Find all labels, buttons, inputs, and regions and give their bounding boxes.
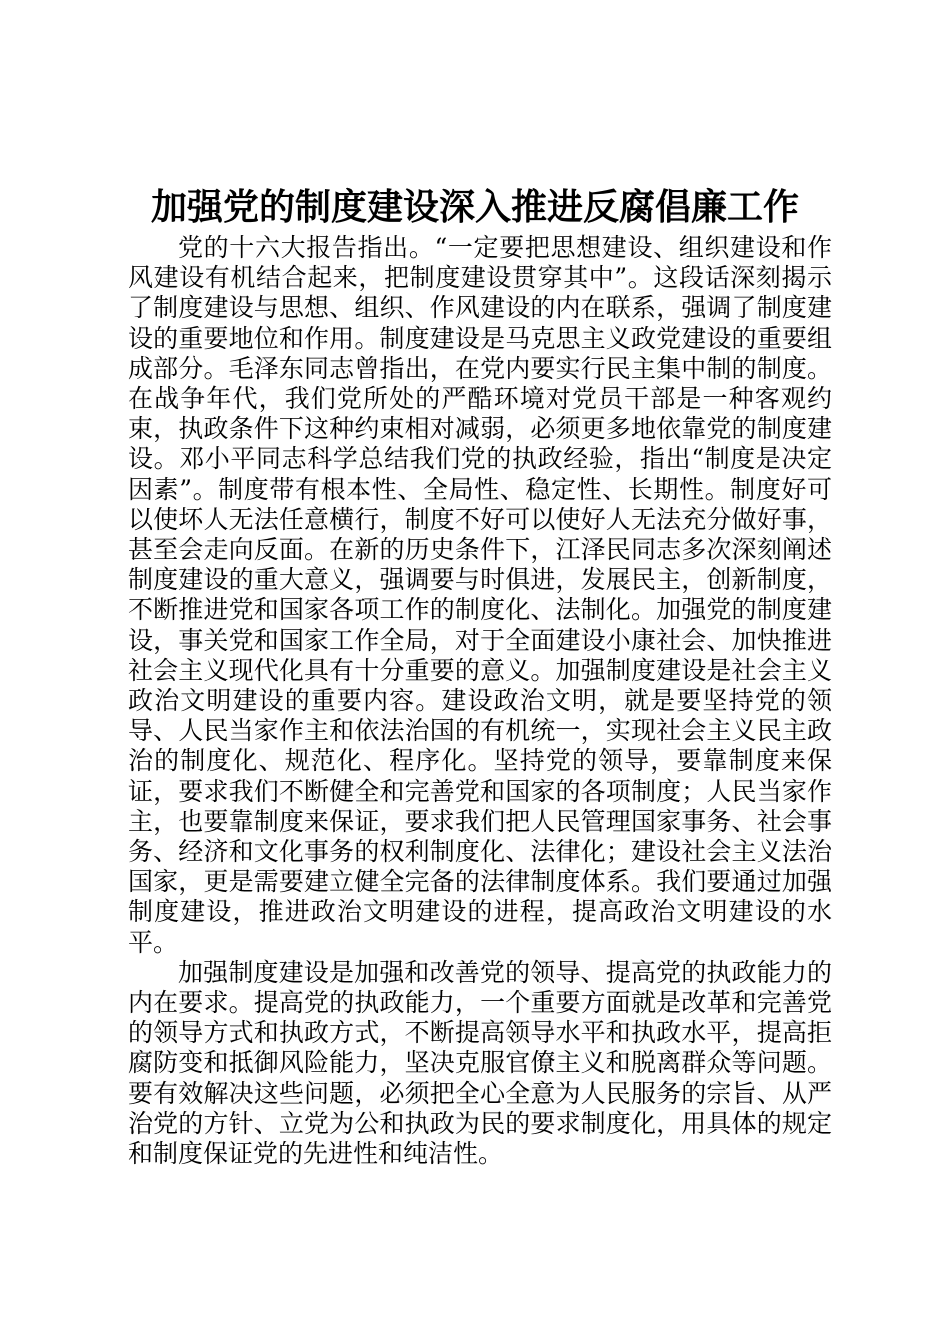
body-paragraph-1: 党的十六大报告指出。“一定要把思想建设、组织建设和作风建设有机结合起来，把制度建设贯穿其中”。这段话深刻揭示了制度建设与思想、组织、作风建设的内在联系，强调了制度建设的重要地位和作用。制度建设是马克思主义政党建设的重要组成部分。毛泽东同志曾指出，在党内要实行民主集中制的制度。在战争年代，我们党所处的严酷环境对党员干部是一种客观约束，执政条件下这种约束相对减弱，必须更多地依靠党的制度建设。邓小平同志科学总结我们党的执政经验，指出“制度是决定因素”。制度带有根本性、全局性、稳定性、长期性。制度好可以使坏人无法任意横行，制度不好可以使好人无法充分做好事，甚至会走向反面。在新的历史条件下，江泽民同志多次深刻阐述制度建设的重大意义，强调要与时俱进，发展民主，创新制度，不断推进党和国家各项工作的制度化、法制化。加强党的制度建设，事关党和国家工作全局，对于全面建设小康社会、加快推进社会主义现代化具有十分重要的意义。加强制度建设是社会主义政治文明建设的重要内容。建设政治文明，就是要坚持党的领导、人民当家作主和依法治国的有机统一，实现社会主义民主政治的制度化、规范化、程序化。坚持党的领导，要靠制度来保证，要求我们不断健全和完善党和国家的各项制度；人民当家作主，也要靠制度来保证，要求我们把人民管理国家事务、社会事务、经济和文化事务的权利制度化、法律化；建设社会主义法治国家，更是需要建立健全完备的法律制度体系。我们要通过加强制度建设，推进政治文明建设的进程，提高政治文明建设的水平。 bbox=[128, 233, 832, 957]
document-body bbox=[128, 233, 832, 1169]
document-title: 加强党的制度建设深入推进反腐倡廉工作 bbox=[150, 187, 799, 228]
body-paragraph-2: 加强制度建设是加强和改善党的领导、提高党的执政能力的内在要求。提高党的执政能力，一个重要方面就是改革和完善党的领导方式和执政方式，不断提高领导水平和执政水平，提高拒腐防变和抵御风险能力，坚决克服官僚主义和脱离群众等问题。要有效解决这些问题，必须把全心全意为人民服务的宗旨、从严治党的方针、立党为公和执政为民的要求制度化，用具体的规定和制度保证党的先进性和纯洁性。 bbox=[128, 957, 832, 1169]
